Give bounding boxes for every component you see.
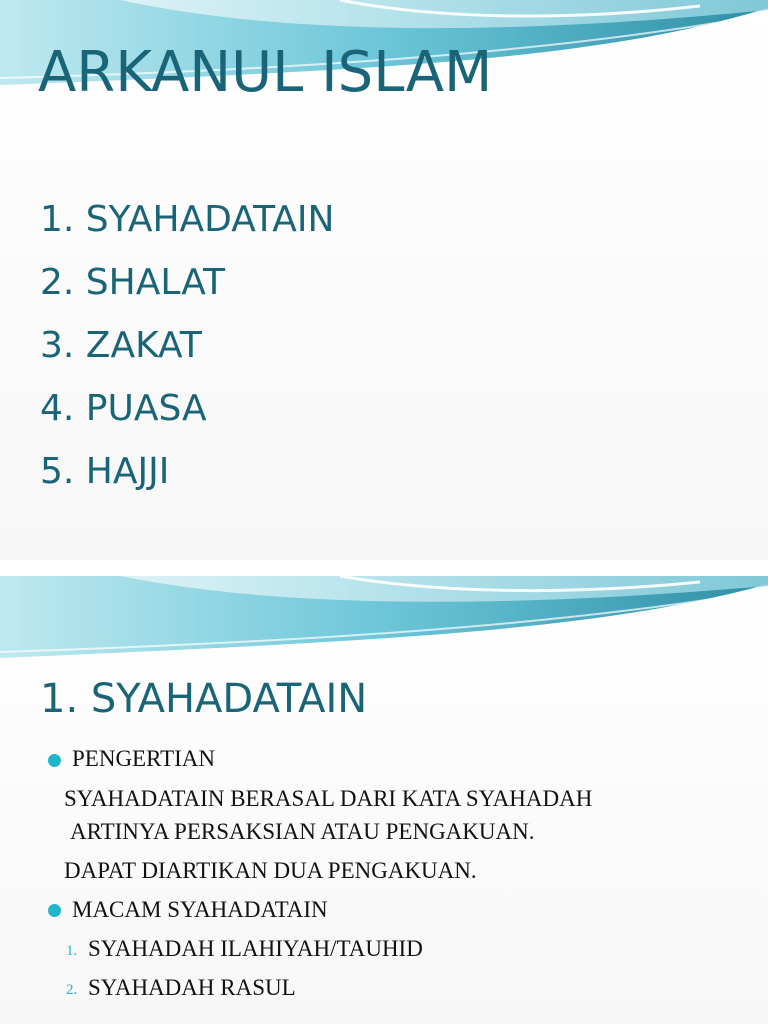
list-item: 5. HAJJI (40, 451, 170, 492)
slide-title: ARKANUL ISLAM (38, 40, 493, 105)
bullet-heading: PENGERTIAN (72, 746, 215, 771)
list-item: 2. SHALAT (40, 262, 226, 303)
definition-line: ARTINYA PERSAKSIAN ATAU PENGAKUAN. (70, 819, 535, 844)
slide-separator (0, 560, 768, 576)
bullet-dot-icon (48, 754, 61, 767)
sub-item-text: SYAHADAH RASUL (88, 975, 296, 1000)
slide-title: 1. SYAHADATAIN (40, 676, 368, 722)
definition-line: DAPAT DIARTIKAN DUA PENGAKUAN. (64, 858, 477, 883)
list-item: 4. PUASA (40, 388, 207, 429)
definition-line: SYAHADATAIN BERASAL DARI KATA SYAHADAH (64, 786, 593, 811)
list-item: 3. ZAKAT (40, 325, 202, 366)
sub-item-number: 2. (66, 982, 78, 998)
pillars-list (40, 188, 334, 503)
wave-header-decoration (0, 576, 768, 676)
slide-2 (0, 576, 768, 1024)
bullet-dot-icon (48, 904, 61, 917)
list-item: 1. SYAHADATAIN (40, 199, 335, 240)
sub-item-number: 1. (66, 943, 78, 959)
sub-item-text: SYAHADAH ILAHIYAH/TAUHID (88, 936, 423, 961)
bullet-heading: MACAM SYAHADATAIN (72, 897, 328, 922)
